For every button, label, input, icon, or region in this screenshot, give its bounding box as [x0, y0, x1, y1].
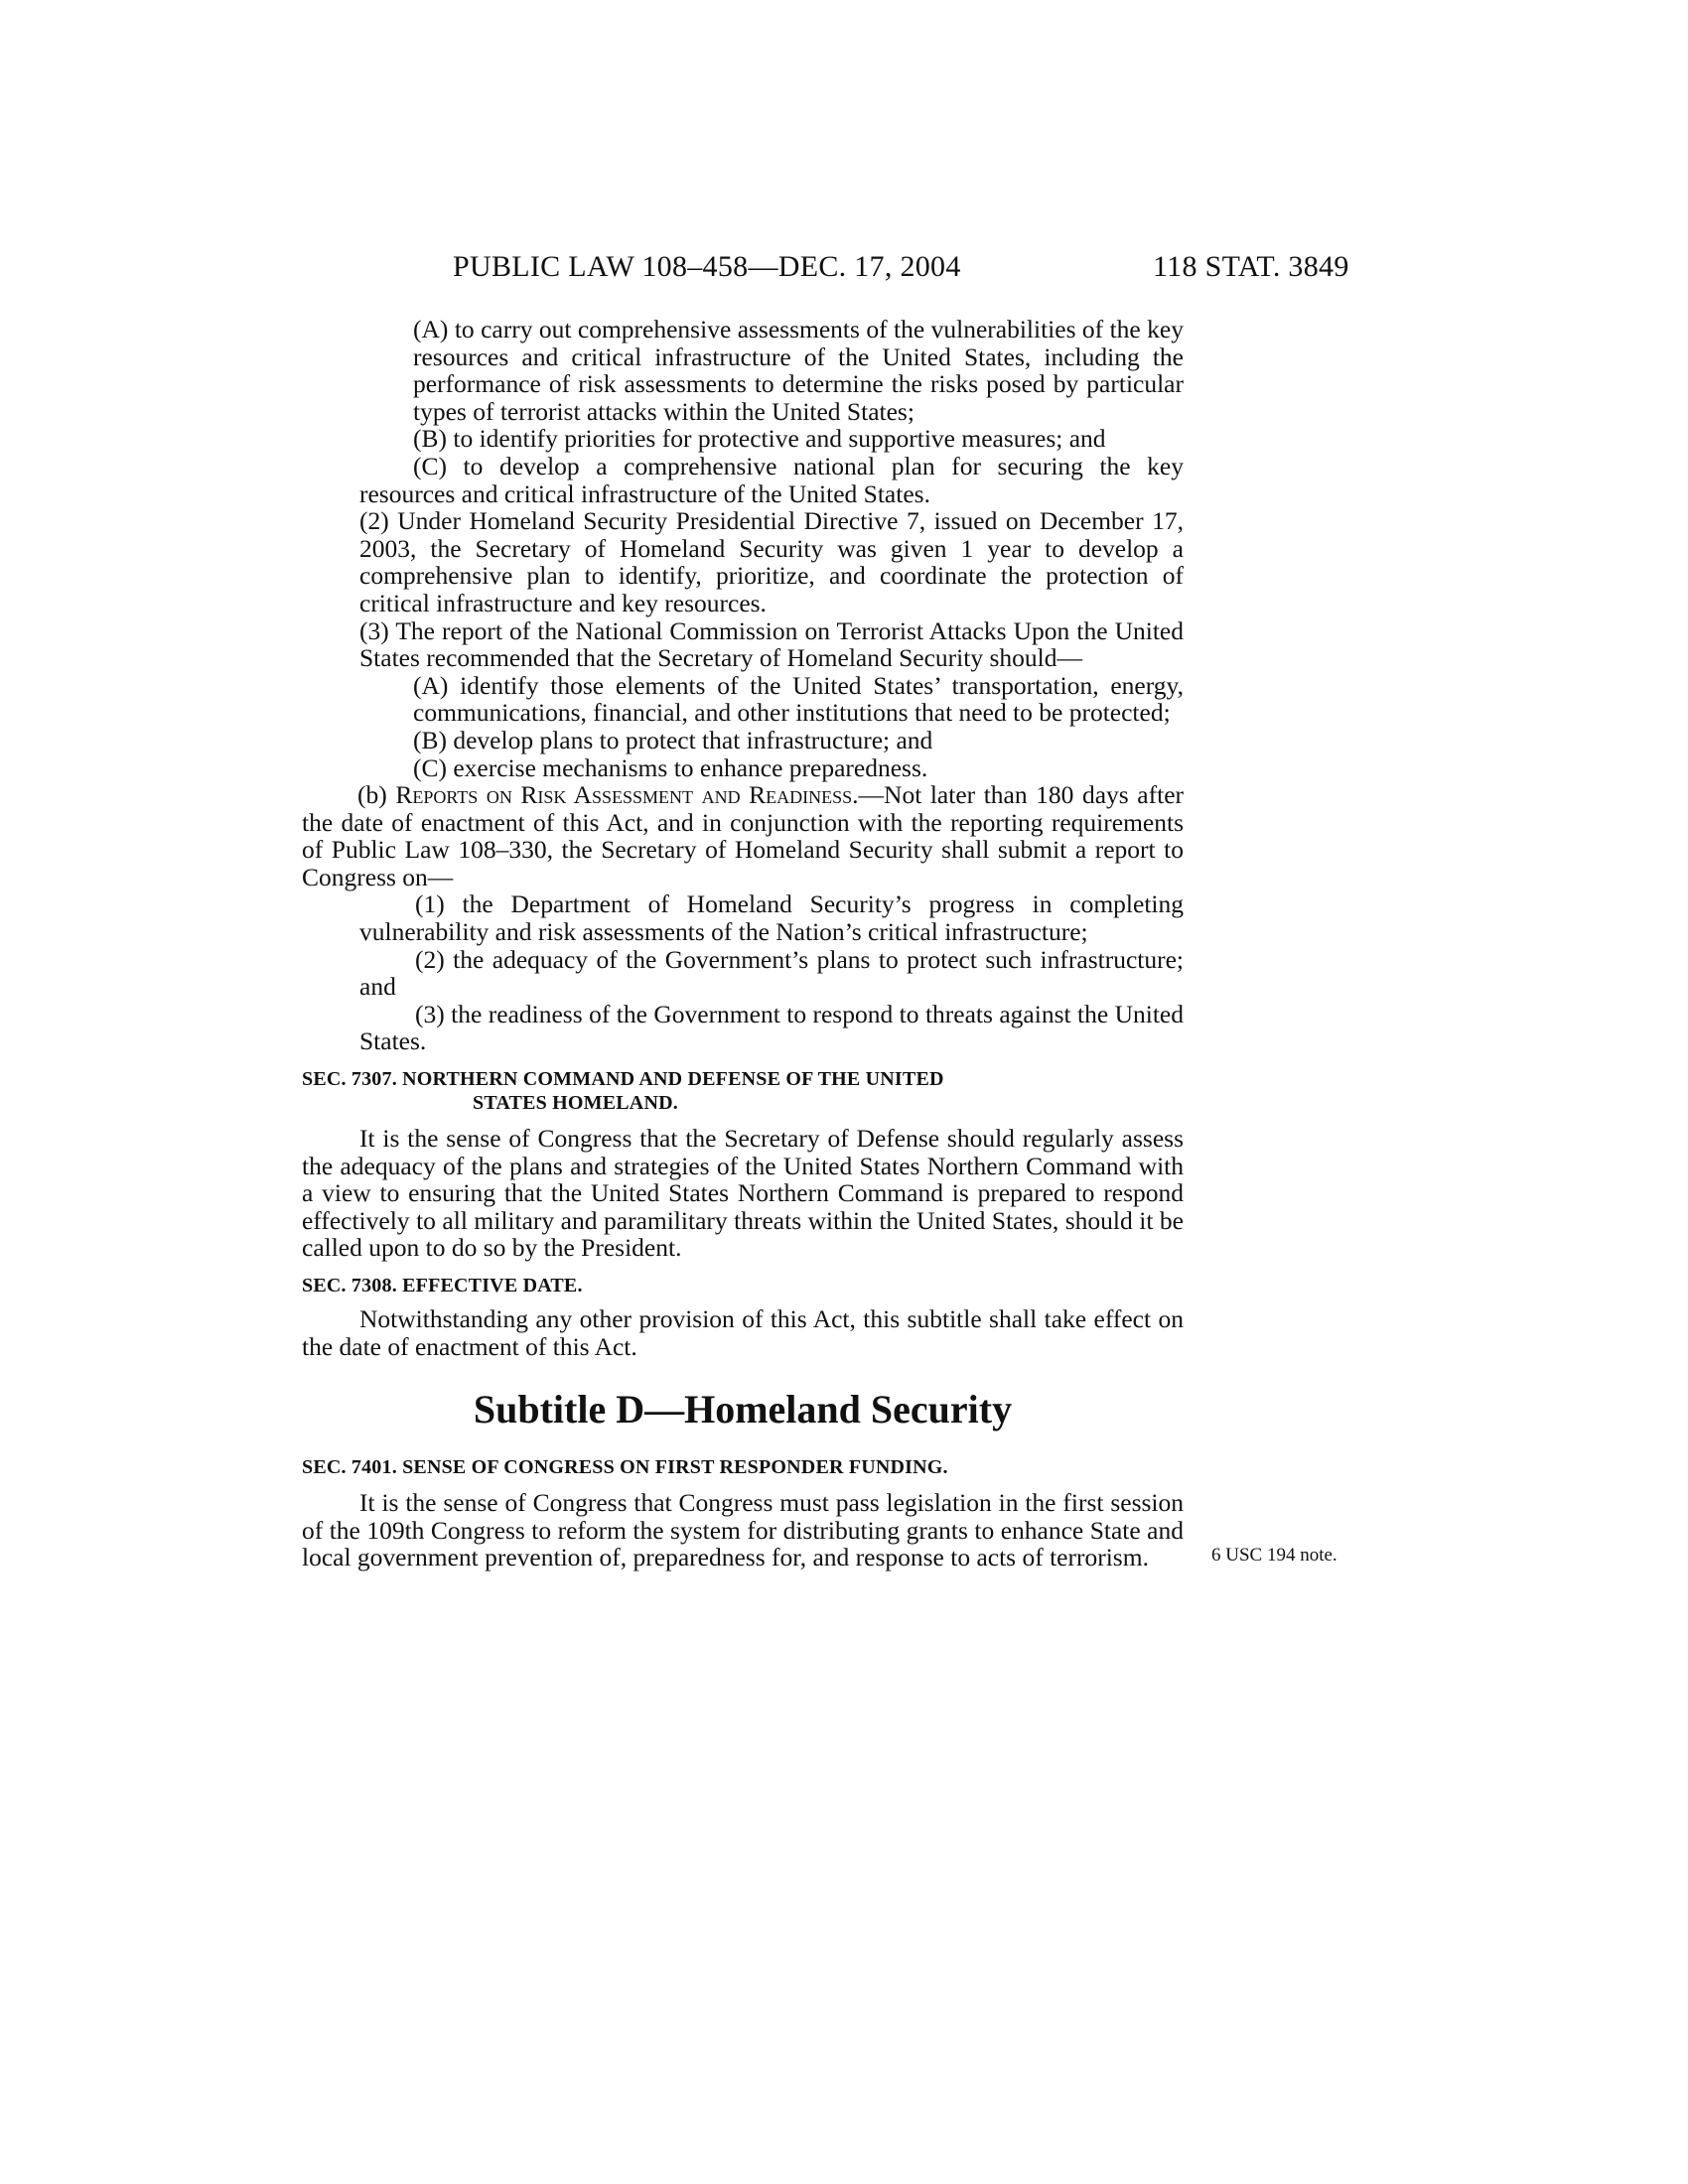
paragraph-text: (C) exercise mechanisms to enhance preparedness. — [413, 752, 928, 782]
section-7401-text — [302, 1489, 1184, 1571]
subsection-b — [302, 781, 1184, 890]
paragraph-text: It is the sense of Congress that Congress must pass legislation in the first session of the 109th Congress to reform the system for distributing grants to enhance State and local government prevention of, preparedness for, and response to acts of terrorism. — [302, 1488, 1184, 1572]
paragraph-text: (1) the Department of Homeland Security’s progress in completing vulnerability and risk assessments of the Nation’s critical infrastructure; — [359, 889, 1184, 947]
paragraph-text: (A) identify those elements of the United States’ transportation, energy, communications, financial, and other institutions that need to be protected; — [413, 670, 1184, 728]
section-7307-text — [302, 1125, 1184, 1262]
paragraph-text: (3) the readiness of the Government to respond to threats against the United States. — [359, 999, 1184, 1056]
subsection-b-1 — [302, 890, 1184, 945]
section-7401-heading: SEC. 7401. SENSE OF CONGRESS ON FIRST RESPONDER FUNDING. — [302, 1456, 948, 1479]
subtitle-heading: Subtitle D—Homeland Security — [473, 1387, 1013, 1433]
paragraph-text: (B) develop plans to protect that infrastructure; and — [413, 725, 933, 754]
paragraph-text: Notwithstanding any other provision of this Act, this subtitle shall take effect on the date of enactment of this Act. — [302, 1304, 1184, 1361]
section-7308-heading: SEC. 7308. EFFECTIVE DATE. — [302, 1275, 583, 1297]
paragraph-text: (A) to carry out comprehensive assessments of the vulnerabilities of the key resources and critical infrastructure of the United States, including the performance of risk assessments to determine the risks posed by particular types of terrorist attacks within the United States; — [413, 315, 1184, 426]
paragraph-text: —Not later than 180 days after the date of enactment of this Act, and in conjunction with the reporting requirements of Public Law 108–330, the Secretary of Homeland Security shall submit a report to Congress on— — [302, 780, 1185, 891]
running-head: PUBLIC LAW 108–458—DEC. 17, 2004 — [453, 250, 961, 283]
subsection-heading: Reports on Risk Assessment and Readiness. — [395, 780, 859, 810]
paragraph-1-b — [302, 425, 1184, 453]
paragraph-text: It is the sense of Congress that the Secretary of Defense should regularly assess the adequacy of the plans and strategies of the United States Northern Command with a view to ensuring that the United States Northern Command is prepared to respond effectively to all military and paramilitary threats within the United States, should it be called upon to do so by the President. — [302, 1124, 1184, 1263]
paragraph-text: (2) the adequacy of the Government’s plans to protect such infrastructure; and — [359, 944, 1184, 1002]
paragraph-3 — [302, 617, 1184, 672]
subsection-label: (b) — [357, 780, 396, 810]
subsection-b-2 — [302, 946, 1184, 1001]
paragraph-3-a — [302, 672, 1184, 727]
paragraph-text: (3) The report of the National Commission on Terrorist Attacks Upon the United States recommended that the Secretary of Homeland Security should— — [359, 615, 1184, 673]
document-body — [302, 316, 1184, 1571]
statute-page-number: 118 STAT. 3849 — [1153, 250, 1349, 283]
section-heading-line: STATES HOMELAND. — [473, 1092, 678, 1115]
paragraph-3-b — [302, 727, 1184, 754]
paragraph-text: (C) to develop a comprehensive national plan for securing the key resources and critical infrastructure of the United States. — [359, 451, 1184, 508]
section-7307-heading — [302, 1067, 1184, 1115]
paragraph-3-c — [302, 754, 1184, 782]
section-7308-text — [302, 1305, 1184, 1360]
section-heading-line: SEC. 7307. NORTHERN COMMAND AND DEFENSE OF THE UNITED — [302, 1068, 944, 1091]
paragraph-1-c — [302, 453, 1184, 507]
paragraph-text: (2) Under Homeland Security Presidential Directive 7, issued on December 17, 2003, the Secretary of Homeland Security was given 1 year to develop a comprehensive plan to identify, prioritize, and coordinate the protection of critical infrastructure and key resources. — [359, 506, 1184, 617]
margin-note: 6 USC 194 note. — [1211, 1545, 1337, 1566]
paragraph-1-a — [302, 316, 1184, 425]
paragraph-2 — [302, 507, 1184, 616]
paragraph-text: (B) to identify priorities for protective and supportive measures; and — [413, 424, 1106, 454]
subsection-b-3 — [302, 1001, 1184, 1055]
